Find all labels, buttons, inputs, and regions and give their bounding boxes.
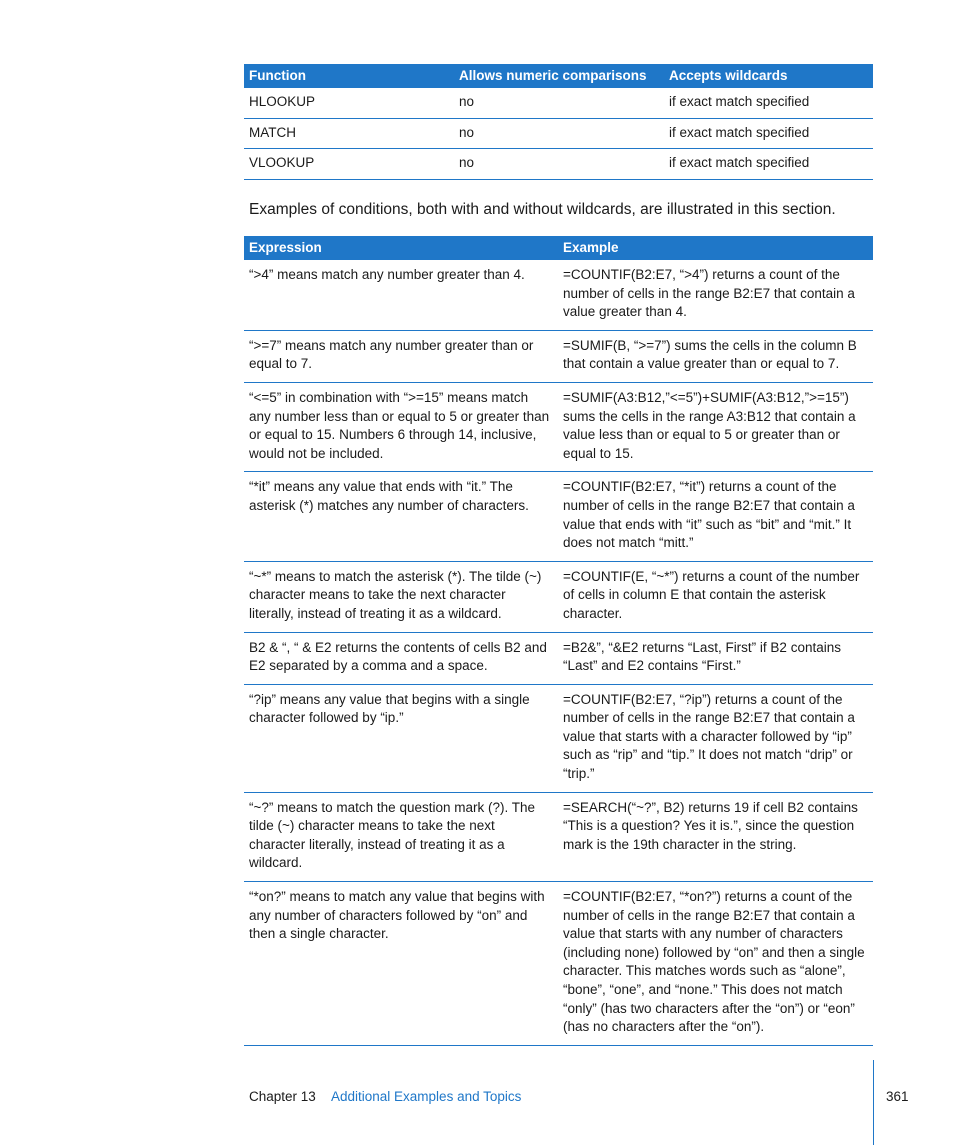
table-row [244, 684, 873, 792]
example-cell: =B2&”, “&E2 returns “Last, First” if B2 contains “Last” and E2 contains “First.” [558, 632, 873, 684]
table-cell: no [454, 88, 664, 118]
table-row [244, 882, 873, 1046]
table-cell: no [454, 149, 664, 180]
table-row [244, 88, 873, 118]
table-cell: HLOOKUP [244, 88, 454, 118]
page-number: 361 [886, 1089, 909, 1104]
expression-cell: B2 & “, “ & E2 returns the contents of cells B2 and E2 separated by a comma and a space. [244, 632, 558, 684]
expression-cell: “?ip” means any value that begins with a single character followed by “ip.” [244, 684, 558, 792]
column-header-expression: Expression [244, 236, 558, 260]
column-header-numeric-comparisons: Allows numeric comparisons [454, 64, 664, 88]
table-cell: VLOOKUP [244, 149, 454, 180]
functions-table [244, 64, 873, 180]
table-row [244, 632, 873, 684]
conditions-table [244, 236, 873, 1046]
example-cell: =COUNTIF(B2:E7, “*it”) returns a count of the number of cells in the range B2:E7 that contain a value that ends with “it” such as “bit” and “mit.” It does not match “mitt.” [558, 472, 873, 561]
table-row [244, 149, 873, 180]
table-row [244, 330, 873, 382]
example-cell: =COUNTIF(B2:E7, “*on?”) returns a count of the number of cells in the range B2:E7 that contain a value that starts with any number of characters (including none) followed by “on” and then a single character. This matches words such as “alone”, “bone”, “one”, and “none.” This does not match “only” (has two characters after the “on”) or “eon” (has no characters after the “on”). [558, 882, 873, 1046]
table-header-row [244, 236, 873, 260]
table-row [244, 382, 873, 471]
example-cell: =SUMIF(B, “>=7”) sums the cells in the column B that contain a value greater than or equal to 7. [558, 330, 873, 382]
expression-cell: “~*” means to match the asterisk (*). The tilde (~) character means to take the next character literally, instead of treating it as a wildcard. [244, 561, 558, 632]
table-cell: if exact match specified [664, 149, 873, 180]
table-row [244, 561, 873, 632]
column-header-wildcards: Accepts wildcards [664, 64, 873, 88]
footer-chapter-label: Chapter 13 [249, 1089, 316, 1104]
intro-paragraph: Examples of conditions, both with and without wildcards, are illustrated in this section. [249, 201, 836, 218]
footer-divider [873, 1060, 874, 1145]
table-cell: MATCH [244, 118, 454, 149]
example-cell: =COUNTIF(E, “~*”) returns a count of the number of cells in column E that contain the asterisk character. [558, 561, 873, 632]
expression-cell: “*it” means any value that ends with “it.” The asterisk (*) matches any number of characters. [244, 472, 558, 561]
expression-cell: “<=5” in combination with “>=15” means match any number less than or equal to 5 or greater than or equal to 15. Numbers 6 through 14, inclusive, would not be included. [244, 382, 558, 471]
table-row [244, 260, 873, 330]
expression-cell: “>=7” means match any number greater than or equal to 7. [244, 330, 558, 382]
example-cell: =COUNTIF(B2:E7, “>4”) returns a count of the number of cells in the range B2:E7 that contain a value greater than 4. [558, 260, 873, 330]
table-cell: if exact match specified [664, 88, 873, 118]
example-cell: =COUNTIF(B2:E7, “?ip”) returns a count of the number of cells in the range B2:E7 that contain a value that starts with a character followed by “ip” such as “rip” and “tip.” It does not match “drip” or “trip.” [558, 684, 873, 792]
expression-cell: “*on?” means to match any value that begins with any number of characters followed by “on” and then a single character. [244, 882, 558, 1046]
example-cell: =SEARCH(“~?”, B2) returns 19 if cell B2 contains “This is a question? Yes it is.”, since the question mark is the 19th character in the string. [558, 792, 873, 881]
example-cell: =SUMIF(A3:B12,”<=5”)+SUMIF(A3:B12,”>=15”) sums the cells in the range A3:B12 that contain a value less than or equal to 5 or greater than or equal to 15. [558, 382, 873, 471]
footer-chapter-title-link[interactable]: Additional Examples and Topics [331, 1089, 522, 1104]
table-header-row [244, 64, 873, 88]
column-header-function: Function [244, 64, 454, 88]
table-cell: no [454, 118, 664, 149]
table-row [244, 792, 873, 881]
table-row [244, 472, 873, 561]
expression-cell: “>4” means match any number greater than 4. [244, 260, 558, 330]
table-cell: if exact match specified [664, 118, 873, 149]
table-row [244, 118, 873, 149]
expression-cell: “~?” means to match the question mark (?). The tilde (~) character means to take the next character literally, instead of treating it as a wildcard. [244, 792, 558, 881]
column-header-example: Example [558, 236, 873, 260]
